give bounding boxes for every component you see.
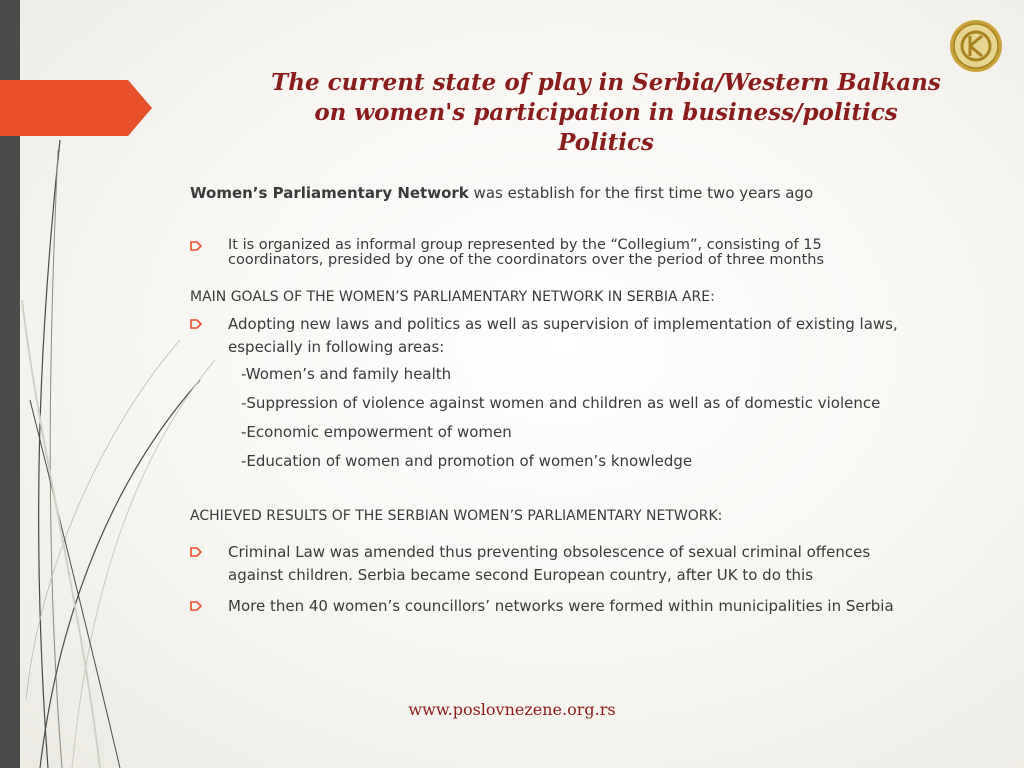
title-line-1: The current state of play in Serbia/Western Balkans [271, 69, 941, 96]
bullet-item [190, 541, 980, 587]
area-item: -Suppression of violence against women and children as well as of domestic violence [241, 394, 881, 412]
arrow-bullet-icon [190, 319, 202, 329]
bullet-item [190, 313, 980, 359]
area-item: -Economic empowerment of women [241, 423, 512, 441]
emblem-logo [948, 18, 1004, 74]
bullet-line: Adopting new laws and politics as well as supervision of implementation of existing laws, [228, 315, 898, 333]
bullet-line: against children. Serbia became second European country, after UK to do this [228, 566, 814, 584]
bullet-line: More then 40 women’s councillors’ networks were formed within municipalities in Serbia [228, 597, 894, 615]
arrow-bullet-icon [190, 547, 202, 557]
area-item: -Education of women and promotion of women’s knowledge [241, 452, 693, 470]
goals-heading: MAIN GOALS OF THE WOMEN’S PARLIAMENTARY NETWORK IN SERBIA ARE: [190, 289, 715, 305]
lead-bold: Women’s Parliamentary Network [190, 184, 469, 202]
slide-title [250, 68, 962, 158]
lead-sentence [190, 184, 813, 202]
area-item: -Women’s and family health [241, 365, 452, 383]
arrow-bullet-icon [190, 241, 202, 251]
bullet-line: It is organized as informal group represented by the “Collegium”, consisting of 15 [228, 237, 822, 253]
bullet-item [190, 595, 980, 618]
title-line-3: Politics [558, 129, 654, 156]
bullet-line: especially in following areas: [228, 338, 445, 356]
bullet-line: Criminal Law was amended thus preventing obsolescence of sexual criminal offences [228, 543, 871, 561]
orange-arrow-tab [0, 80, 152, 136]
arrow-bullet-icon [190, 601, 202, 611]
footer-url[interactable]: www.poslovnezene.org.rs [408, 700, 616, 719]
title-line-2: on women's participation in business/politics [314, 99, 898, 126]
lead-rest: was establish for the first time two years ago [468, 184, 814, 202]
results-heading: ACHIEVED RESULTS OF THE SERBIAN WOMEN’S PARLIAMENTARY NETWORK: [190, 508, 723, 524]
bullet-item [190, 238, 980, 268]
bullet-line: coordinators, presided by one of the coordinators over the period of three months [228, 252, 825, 268]
